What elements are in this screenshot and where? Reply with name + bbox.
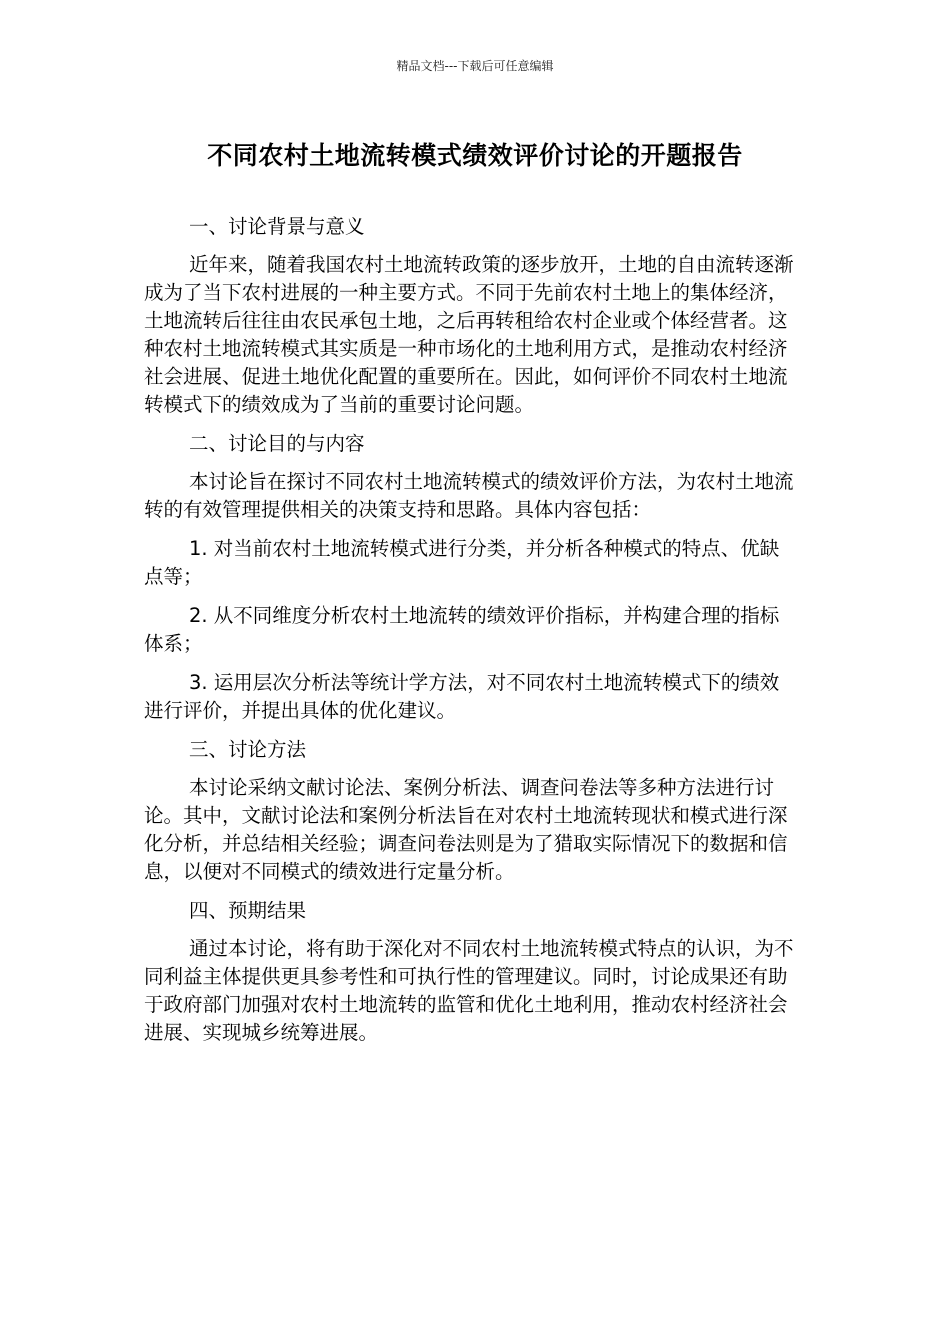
section-heading-background: 一、讨论背景与意义: [189, 215, 365, 238]
document-title: 不同农村土地流转模式绩效评价讨论的开题报告: [207, 141, 743, 170]
list-item-1: 1. 对当前农村土地流转模式进行分类，并分析各种模式的特点、优缺点等；: [144, 537, 780, 588]
section-heading-expected-results: 四、预期结果: [189, 899, 307, 922]
section-heading-purpose: 二、讨论目的与内容: [189, 432, 365, 455]
paragraph-expected-results: 通过本讨论，将有助于深化对不同农村土地流转模式特点的认识，为不同利益主体提供更具参考性和可执行性的管理建议。同时，讨论成果还有助于政府部门加强对农村土地流转的监管和优化土地利用，推动农村经济社会进展、实现城乡统筹进展。: [144, 937, 794, 1044]
paragraph-methods: 本讨论采纳文献讨论法、案例分析法、调查问卷法等多种方法进行讨论。其中，文献讨论法和案例分析法旨在对农村土地流转现状和模式进行深化分析，并总结相关经验；调查问卷法则是为了猎取实际情况下的数据和信息，以便对不同模式的绩效进行定量分析。: [144, 776, 788, 883]
section-heading-methods: 三、讨论方法: [189, 738, 307, 761]
document-body: [144, 213, 798, 1058]
paragraph-purpose: 本讨论旨在探讨不同农村土地流转模式的绩效评价方法，为农村土地流转的有效管理提供相关的决策支持和思路。具体内容包括：: [144, 470, 794, 521]
list-item-3: 3. 运用层次分析法等统计学方法，对不同农村土地流转模式下的绩效进行评价，并提出具体的优化建议。: [144, 671, 780, 722]
header-note: 精品文档---下载后可任意编辑: [396, 59, 554, 73]
paragraph-background: 近年来，随着我国农村土地流转政策的逐步放开，土地的自由流转逐渐成为了当下农村进展的一种主要方式。不同于先前农村土地上的集体经济，土地流转后往往由农民承包土地，之后再转租给农村企业或个体经营者。这种农村土地流转模式其实质是一种市场化的土地利用方式，是推动农村经济社会进展、促进土地优化配置的重要所在。因此，如何评价不同农村土地流转模式下的绩效成为了当前的重要讨论问题。: [144, 253, 794, 416]
list-item-2: 2. 从不同维度分析农村土地流转的绩效评价指标，并构建合理的指标体系；: [144, 604, 780, 655]
